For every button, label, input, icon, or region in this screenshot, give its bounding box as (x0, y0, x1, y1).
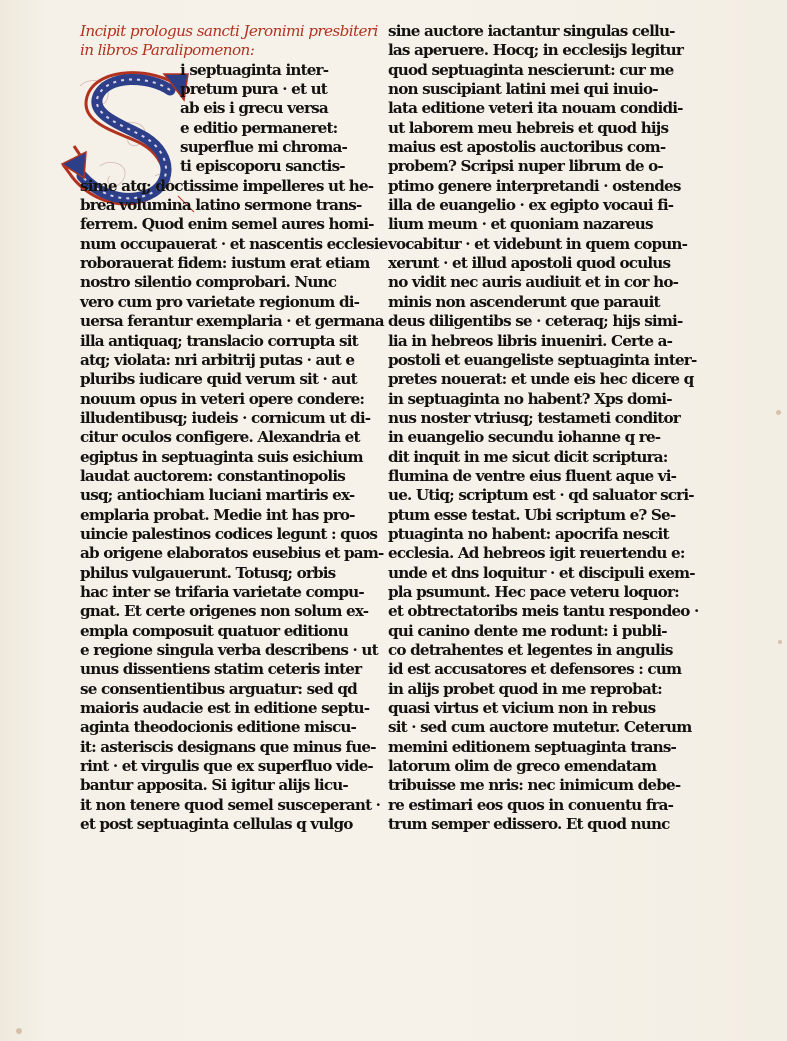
text-line: i septuaginta inter- (180, 60, 329, 79)
text-line: aginta theodocionis editione miscu- (80, 718, 357, 737)
text-line: brea volumina latino sermone trans- (80, 196, 362, 215)
text-line: e editio permaneret: (180, 118, 338, 137)
text-line: ferrem. Quod enim semel aures homi- (80, 215, 374, 234)
text-line: in euangelio secundu iohanne q re- (388, 428, 661, 447)
text-line: nouum opus in veteri opere condere: (80, 389, 365, 408)
text-line: nostro silentio comprobari. Nunc (80, 273, 337, 292)
text-line: ptuaginta no habent: apocrifa nescit (388, 524, 669, 543)
text-line: lium meum · et quoniam nazareus (388, 215, 653, 234)
text-line: illa antiquaq; translacio corrupta sit (80, 331, 358, 350)
text-line: laudat auctorem: constantinopolis (80, 466, 345, 485)
text-line: et obtrectatoribs meis tantu respondeo · (388, 602, 699, 621)
text-line: sine auctore iactantur singulas cellu- (388, 22, 675, 40)
paper-stain (776, 410, 781, 415)
text-line: nus noster vtriusq; testameti conditor (388, 408, 680, 427)
text-line: uersa ferantur exemplaria · et germana (80, 312, 384, 331)
text-line: ue. Utiq; scriptum est · qd saluator scri- (388, 486, 694, 505)
text-line: pla psumunt. Hec pace veteru loquor: (388, 582, 679, 601)
text-line: atq; violata: nri arbitrij putas · aut e (80, 350, 355, 369)
text-line: pretes nouerat: et unde eis hec dicere q (388, 370, 694, 389)
text-line: it: asteriscis designans que minus fue- (80, 737, 376, 756)
text-line: id est accusatores et defensores : cum (388, 660, 682, 679)
paper-stain (778, 640, 782, 644)
text-line: bantur apposita. Si igitur alijs licu- (80, 776, 348, 795)
text-line: ab eis i grecu versa (180, 99, 328, 118)
text-line: quasi virtus et vicium non in rebus (388, 699, 656, 718)
text-line: minis non ascenderunt que parauit (388, 292, 660, 311)
left-column (80, 22, 388, 834)
text-line: re estimari eos quos in conuentu fra- (388, 795, 674, 814)
rubric-line: Incipit prologus sancti Jeronimi presbiteri (80, 22, 378, 40)
text-line: ecclesia. Ad hebreos igit reuertendu e: (388, 544, 685, 563)
text-line: roborauerat fidem: iustum erat etiam (80, 254, 370, 273)
text-line: lia in hebreos libris inueniri. Certe a- (388, 331, 673, 350)
text-line: superflue mi chroma- (180, 138, 347, 157)
text-line: dit inquit in me sicut dicit scriptura: (388, 447, 668, 466)
text-line: memini editionem septuaginta trans- (388, 737, 677, 756)
text-line: uincie palestinos codices legunt : quos (80, 524, 378, 543)
text-line: philus vulgauerunt. Totusq; orbis (80, 563, 336, 582)
text-line: tribuisse me nris: nec inimicum debe- (388, 776, 681, 795)
text-line: probem? Scripsi nuper librum de o- (388, 157, 663, 176)
text-line: postoli et euangeliste septuaginta inter- (388, 350, 697, 369)
rubric-line: in libros Paralipomenon: (80, 41, 255, 60)
text-line: ut laborem meu hebreis et quod hijs (388, 118, 669, 137)
text-line: sime atq; doctissime impelleres ut he- (80, 176, 374, 195)
text-line: flumina de ventre eius fluent aque vi- (388, 466, 677, 485)
text-line: vero cum pro varietate regionum di- (80, 292, 360, 311)
text-line: num occupauerat · et nascentis ecclesie (80, 234, 388, 253)
text-line: in alijs probet quod in me reprobat: (388, 679, 662, 698)
text-line: qui canino dente me rodunt: i publi- (388, 621, 667, 640)
text-line: e regione singula verba describens · ut (80, 641, 378, 659)
text-line: las aperuere. Hocq; in ecclesijs legitur (388, 41, 683, 60)
text-line: se consentientibus arguatur: sed qd (80, 679, 357, 698)
text-line: xerunt · et illud apostoli quod oculus (388, 254, 671, 273)
text-line: usq; antiochiam luciani martiris ex- (80, 486, 355, 505)
text-line: ab origene elaboratos eusebius et pam- (80, 544, 384, 563)
text-line: ptimo genere interpretandi · ostendes (388, 176, 681, 195)
text-line: co detrahentes et legentes in angulis (388, 641, 673, 659)
text-line: unde et dns loquitur · et discipuli exem- (388, 563, 695, 582)
text-line: egiptus in septuaginta suis esichium (80, 447, 363, 466)
text-line: lata editione veteri ita nouam condidi- (388, 99, 683, 118)
text-line: it non tenere quod semel susceperant · (80, 795, 381, 814)
text-line: pluribs iudicare quid verum sit · aut (80, 370, 357, 389)
text-line: citur oculos configere. Alexandria et (80, 428, 360, 447)
text-line: ti episcoporu sanctis- (180, 157, 345, 176)
text-line: latorum olim de greco emendatam (388, 757, 657, 776)
text-line: maioris audacie est in editione septu- (80, 699, 370, 718)
text-line: deus diligentibs se · ceteraq; hijs simi- (388, 312, 683, 331)
paper-stain (16, 1028, 22, 1034)
text-line: unus dissentiens statim ceteris inter (80, 660, 362, 679)
text-line: no vidit nec auris audiuit et in cor ho- (388, 273, 679, 292)
text-line: sit · sed cum auctore mutetur. Ceterum (388, 718, 692, 737)
text-line: gnat. Et certe origenes non solum ex- (80, 602, 369, 621)
text-line: non suscipiant latini mei qui inuio- (388, 80, 658, 99)
text-line: vocabitur · et videbunt in quem copun- (388, 234, 688, 253)
text-line: pretum pura · et ut (180, 80, 327, 99)
text-line: illa de euangelio · ex egipto vocaui fi- (388, 196, 674, 215)
text-line: ptum esse testat. Ubi scriptum e? Se- (388, 505, 676, 524)
text-line: in septuaginta no habent? Xps domi- (388, 389, 672, 408)
text-line: quod septuaginta nescierunt: cur me (388, 60, 674, 79)
text-line: trum semper edissero. Et quod nunc (388, 815, 670, 834)
text-line: hac inter se trifaria varietate compu- (80, 582, 364, 601)
text-line: maius est apostolis auctoribus com- (388, 138, 666, 157)
text-line: empla composuit quatuor editionu (80, 621, 348, 640)
text-line: rint · et virgulis que ex superfluo vide- (80, 757, 373, 776)
text-line: illudentibusq; iudeis · cornicum ut di- (80, 408, 371, 427)
right-column (388, 22, 699, 834)
text-line: emplaria probat. Medie int has pro- (80, 505, 355, 524)
text-line: et post septuaginta cellulas q vulgo (80, 815, 353, 834)
